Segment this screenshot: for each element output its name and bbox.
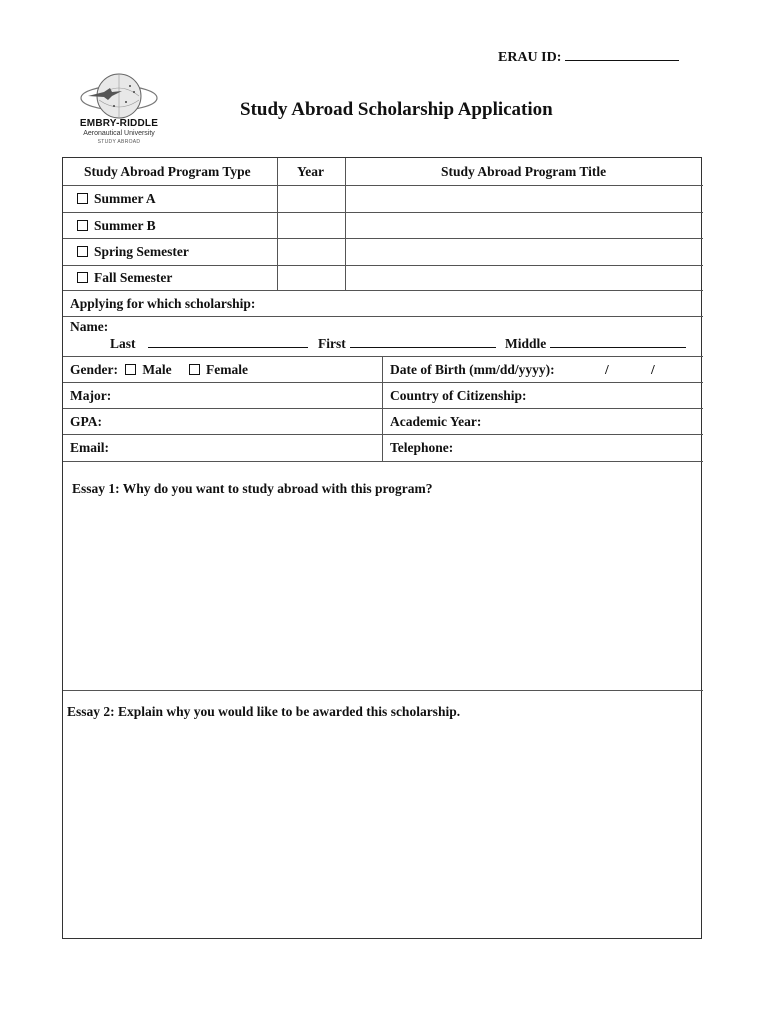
scholarship-label: Applying for which scholarship: (70, 296, 256, 311)
dob-slash-1: / (605, 362, 609, 377)
name-last-field[interactable]: Last (110, 336, 308, 352)
embry-riddle-globe-logo-icon (74, 70, 164, 150)
col-program-title: Study Abroad Program Title (441, 164, 607, 179)
col-year: Year (297, 164, 324, 179)
logo-tagline: STUDY ABROAD (97, 139, 141, 145)
citizenship-label: Country of Citizenship: (390, 388, 527, 403)
option-fall-semester[interactable]: Fall Semester (77, 270, 172, 286)
option-spring-semester[interactable]: Spring Semester (77, 244, 189, 260)
col-program-type: Study Abroad Program Type (84, 164, 251, 179)
gpa-label: GPA: (70, 414, 102, 429)
application-form (62, 157, 702, 939)
first-name-blank[interactable] (350, 336, 496, 348)
essay-1-prompt: Essay 1: Why do you want to study abroad with this program? (72, 481, 433, 496)
logo-subtitle: Aeronautical University (83, 130, 155, 137)
name-first-field[interactable]: First (318, 336, 496, 352)
gender-field: Gender: Male Female (70, 362, 248, 377)
essay-2-prompt: Essay 2: Explain why you would like to be awarded this scholarship. (67, 704, 461, 719)
email-label: Email: (70, 440, 109, 455)
option-summer-a[interactable]: Summer A (77, 191, 156, 207)
essay-1-answer-area[interactable] (63, 503, 701, 688)
option-summer-b[interactable]: Summer B (77, 218, 156, 234)
female-checkbox-icon[interactable] (189, 364, 200, 375)
major-label: Major: (70, 388, 112, 403)
checkbox-icon[interactable] (77, 220, 88, 231)
erau-id-blank[interactable] (565, 48, 679, 61)
academic-year-label: Academic Year: (390, 414, 482, 429)
middle-name-blank[interactable] (550, 336, 686, 348)
checkbox-icon[interactable] (77, 272, 88, 283)
checkbox-icon[interactable] (77, 246, 88, 257)
essay-2-answer-area[interactable] (63, 726, 701, 936)
dob-slash-2: / (651, 362, 655, 377)
last-name-blank[interactable] (148, 336, 308, 348)
checkbox-icon[interactable] (77, 193, 88, 204)
page-title: Study Abroad Scholarship Application (240, 99, 553, 120)
name-label: Name: (70, 319, 109, 334)
dob-label: Date of Birth (mm/dd/yyyy): (390, 362, 555, 377)
erau-id-field[interactable] (498, 48, 679, 66)
erau-id-label: ERAU ID: (498, 50, 562, 65)
telephone-label: Telephone: (390, 440, 454, 455)
logo-wordmark: EMBRY-RIDDLE (79, 118, 159, 129)
name-middle-field[interactable]: Middle (505, 336, 686, 352)
male-checkbox-icon[interactable] (125, 364, 136, 375)
